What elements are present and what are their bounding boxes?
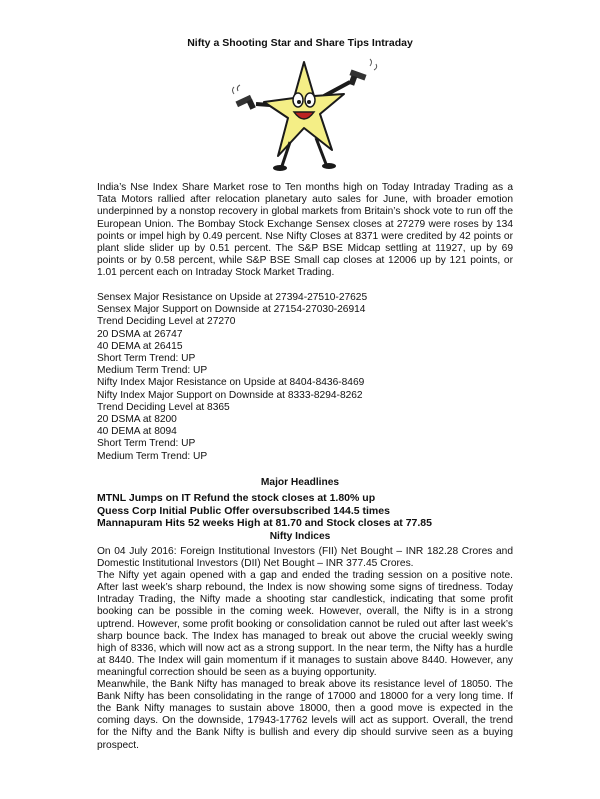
level-line: Trend Deciding Level at 8365 [97,401,230,413]
headline-item: Quess Corp Initial Public Offer oversubscribed 144.5 times [97,504,390,517]
level-line: Short Term Trend: UP [97,353,196,365]
level-line: Nifty Index Major Resistance on Upside at 8404-8436-8469 [97,377,365,389]
indices-paragraph: On 04 July 2016: Foreign Institutional Investors (FII) Net Bought – INR 182.28 Crores and Domestic Institutional Investors (DII) Net Bought – INR 377.45 Crores. [97,546,513,570]
level-line: 40 DEMA at 8094 [97,426,177,438]
headlines-list [97,492,513,530]
level-line: 20 DSMA at 26747 [97,328,183,340]
level-line: Nifty Index Major Support on Downside at 8333-8294-8262 [97,389,363,401]
indices-paragraph: Meanwhile, the Bank Nifty has managed to break above its resistance level of 18050. The Bank Nifty has been consolidating in the range of 17000 and 18000 for a very long time. If the Bank Nifty manages to sustain above 18000, then a good move is expected in the coming days. On the downside, 17943-17762 levels will act as support. Overall, the trend for the Nifty and the Bank Nifty is bullish and every dip should survive seen as a buying prospect. [97,679,513,751]
headline-item: Mannapuram Hits 52 weeks High at 81.70 and Stock closes at 77.85 [97,517,432,529]
level-line: 20 DSMA at 8200 [97,414,177,426]
level-line: Sensex Major Resistance on Upside at 27394-27510-27625 [97,292,368,303]
intro-paragraph: India’s Nse Index Share Market rose to Ten months high on Today Intraday Trading as a Tata Motors rallied after relocation planetary auto sales for June, with broader emotion underpinned by a nonstop recovery in global markets from Britain’s shock vote to run off the European Union. The Bombay Stock Exchange Sensex closes at 27279 were roses by 134 points or impel high by 0.49 percent. Nse Nifty Closes at 8371 were credited by 42 points or plant slide slider up by 0.51 percent. The S&P BSE Midcap settling at 11927, up by 69 points or by 0.58 percent, while S&P BSE Small cap closes at 12006 up by 121 points, or 1.01 percent each on Intraday Stock Market Trading. [97,182,513,279]
nifty-indices-body [97,546,513,752]
level-line: Trend Deciding Level at 27270 [97,316,236,328]
cartoon-star-icon [232,58,380,176]
indices-paragraph: The Nifty yet again opened with a gap and ended the trading session on a positive note. After last week’s sharp rebound, the Index is now showing some signs of tiredness. Today Intraday Trading, the Nifty made a shooting star candlestick, indicating that some profit booking can be possible in the coming week. However, overall, the Nifty is in a strong uptrend. However, some profit booking or consolidation cannot be ruled out after last week’s sharp bounce back. The Index has managed to break out above the crucial weekly swing high of 8336, which will now act as a strong support. In the near term, the Nifty has a hurdle at 8440. The Index will gain momentum if it manages to sustain above 8440. However, any meaningful correction should be seen as a buying opportunity. [97,570,513,678]
page-title: Nifty a Shooting Star and Share Tips Intraday [187,37,413,49]
level-line: Sensex Major Support on Downside at 27154-27030-26914 [97,304,366,316]
key-levels-list [97,292,513,463]
left-pistol-icon [233,85,256,110]
level-line: 40 DEMA at 26415 [97,340,183,352]
level-line: Medium Term Trend: UP [97,450,208,462]
shooting-star-illustration [232,58,380,176]
headline-item: MTNL Jumps on IT Refund the stock closes at 1.80% up [97,492,376,504]
nifty-indices-heading: Nifty Indices [269,531,331,542]
level-line: Medium Term Trend: UP [97,365,208,377]
right-pistol-icon [348,59,376,86]
level-line: Short Term Trend: UP [97,438,196,450]
major-headlines-heading: Major Headlines [260,477,340,488]
